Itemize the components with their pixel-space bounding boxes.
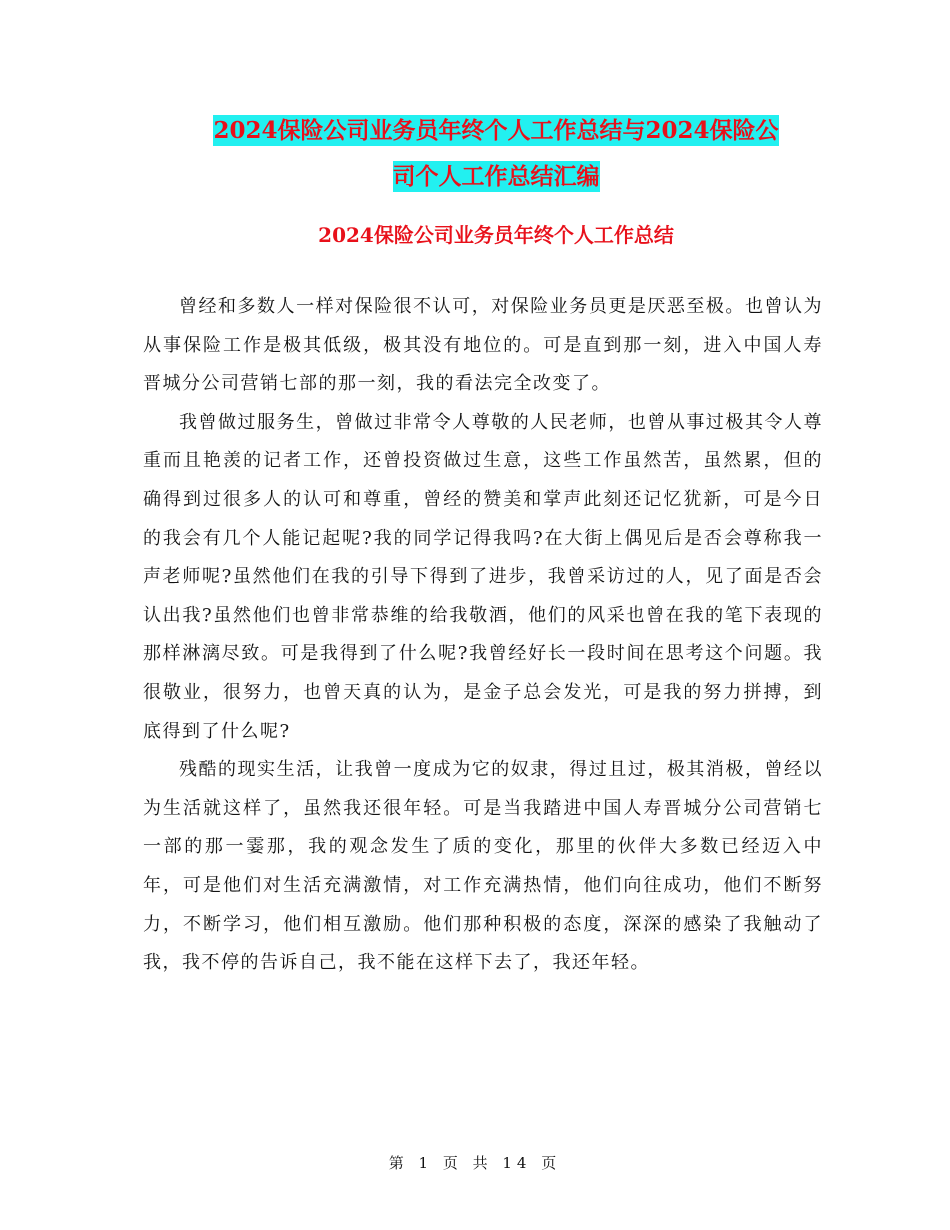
paragraph-1: 曾经和多数人一样对保险很不认可，对保险业务员更是厌恶至极。也曾认为从事保险工作是极其低级，极其没有地位的。可是直到那一刻，进入中国人寿晋城分公司营销七部的那一刻，我的看法完全改变了。 <box>143 296 823 395</box>
document-title <box>140 108 852 200</box>
page-footer: 第 1 页 共 14 页 <box>388 1154 562 1172</box>
document-title-line-1: 2024保险公司业务员年终个人工作总结与2024保险公 <box>213 117 779 144</box>
body-text <box>143 288 823 983</box>
document-title-line-2: 司个人工作总结汇编 <box>392 163 600 190</box>
paragraph-3: 残酷的现实生活，让我曾一度成为它的奴隶，得过且过，极其消极，曾经以为生活就这样了，虽然我还很年轻。可是当我踏进中国人寿晋城分公司营销七一部的那一霎那，我的观念发生了质的变化，那里的伙伴大多数已经迈入中年，可是他们对生活充满激情，对工作充满热情，他们向往成功，他们不断努力，不断学习，他们相互激励。他们那种积极的态度，深深的感染了我触动了我，我不停的告诉自己，我不能在这样下去了，我还年轻。 <box>143 759 823 974</box>
section-title: 2024保险公司业务员年终个人工作总结 <box>318 223 674 247</box>
paragraph-2: 我曾做过服务生，曾做过非常令人尊敬的人民老师，也曾从事过极其令人尊重而且艳羡的记者工作，还曾投资做过生意，这些工作虽然苦，虽然累，但的确得到过很多人的认可和尊重，曾经的赞美和掌声此刻还记忆犹新，可是今日的我会有几个人能记起呢?我的同学记得我吗?在大街上偶见后是否会尊称我一声老师呢?虽然他们在我的引导下得到了进步，我曾采访过的人，见了面是否会认出我?虽然他们也曾非常恭维的给我敬酒，他们的风采也曾在我的笔下表现的那样淋漓尽致。可是我得到了什么呢?我曾经好长一段时间在思考这个问题。我很敬业，很努力，也曾天真的认为，是金子总会发光，可是我的努力拼搏，到底得到了什么呢? <box>143 411 823 742</box>
